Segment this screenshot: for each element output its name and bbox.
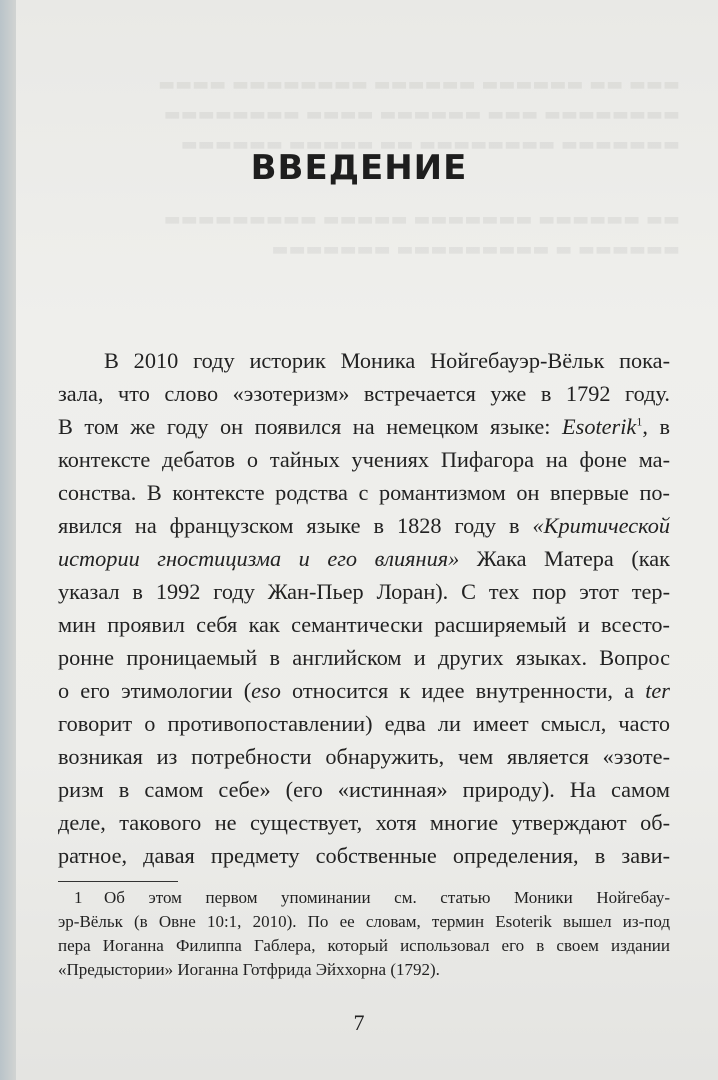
footnote-number: 1 [74,888,83,907]
text-line: В том же году он появился на немецком языке: Esoterik$^1$, в [58,414,670,439]
text-line: явился на французском языке в 1828 году в «Критической [58,513,670,538]
text-line: В 2010 году историк Моника Нойгебауэр-Вёльк пока- [104,348,670,373]
text-line: контексте дебатов о тайных учениях Пифагора на фоне ма- [58,447,670,472]
show-through-texture: ▬▬ ▬▬▬▬▬▬ ▬▬▬▬▬▬▬ ▬▬▬▬▬ ▬▬▬▬▬▬▬▬▬ ▬▬▬▬▬▬ ▬ ▬▬▬▬▬▬▬▬▬ ▬▬▬▬▬▬▬ [163,209,680,260]
text-line: говорит о противопоставлении) едва ли имеет смысл, часто [58,711,670,736]
text-line: деле, такового не существует, хотя многие утверждают об- [58,810,670,835]
footnote-line: эр-Вёльк (в Овне 10:1, 2010). По ее словам, термин Esoterik вышел из-под [58,912,670,931]
show-through-texture: ▬▬▬ ▬▬ ▬▬▬▬▬▬ ▬▬▬▬▬▬ ▬▬▬▬▬▬▬▬ ▬▬▬▬ ▬▬▬▬▬▬▬▬ ▬▬▬ ▬▬▬▬▬▬ ▬▬▬▬ ▬▬▬▬▬▬▬▬ ▬▬▬▬▬▬▬ ▬▬▬▬▬▬▬▬ ▬▬ ▬▬▬▬▬ ▬▬▬▬▬▬ [158,74,680,155]
chapter-title: ВВЕДЕНИЕ [250,148,468,188]
text-line: ронне проницаемый в английском и других языках. Вопрос [58,645,670,670]
text-line: ризм в самом себе» (его «истинная» природу). На самом [58,777,670,802]
page-number: 7 [353,1010,365,1035]
footnote-line: 1 Об этом первом упоминании см. статью Моники Нойгебау- [58,886,670,910]
text-line: сонства. В контексте родства с романтизмом он впервые по- [58,480,670,505]
text-line: ратное, давая предмету собственные определения, в зави- [58,843,670,868]
text-line: истории гностицизма и его влияния» Жака Матера (как [58,546,670,571]
footnote-line: «Предыстории» Иоганна Готфрида Эйххорна (1792). [58,960,440,979]
footnote-ref: 1 [636,414,643,429]
body-paragraph [58,344,670,872]
footnote-line: пера Иоганна Филиппа Габлера, который использовал его в своем издании [58,936,670,955]
text-line: о его этимологии (eso относится к идее внутренности, а ter [58,678,670,703]
text-line: возникая из потребности обнаружить, чем является «эзоте- [58,744,670,769]
footnote-divider [58,881,178,882]
text-line: указал в 1992 году Жан-Пьер Лоран). С тех пор этот тер- [58,579,670,604]
text-line: мин проявил себя как семантически расширяемый и всесто- [58,612,670,637]
footnote [58,886,670,982]
text-line: зала, что слово «эзотеризм» встречается уже в 1792 году. [58,381,670,406]
